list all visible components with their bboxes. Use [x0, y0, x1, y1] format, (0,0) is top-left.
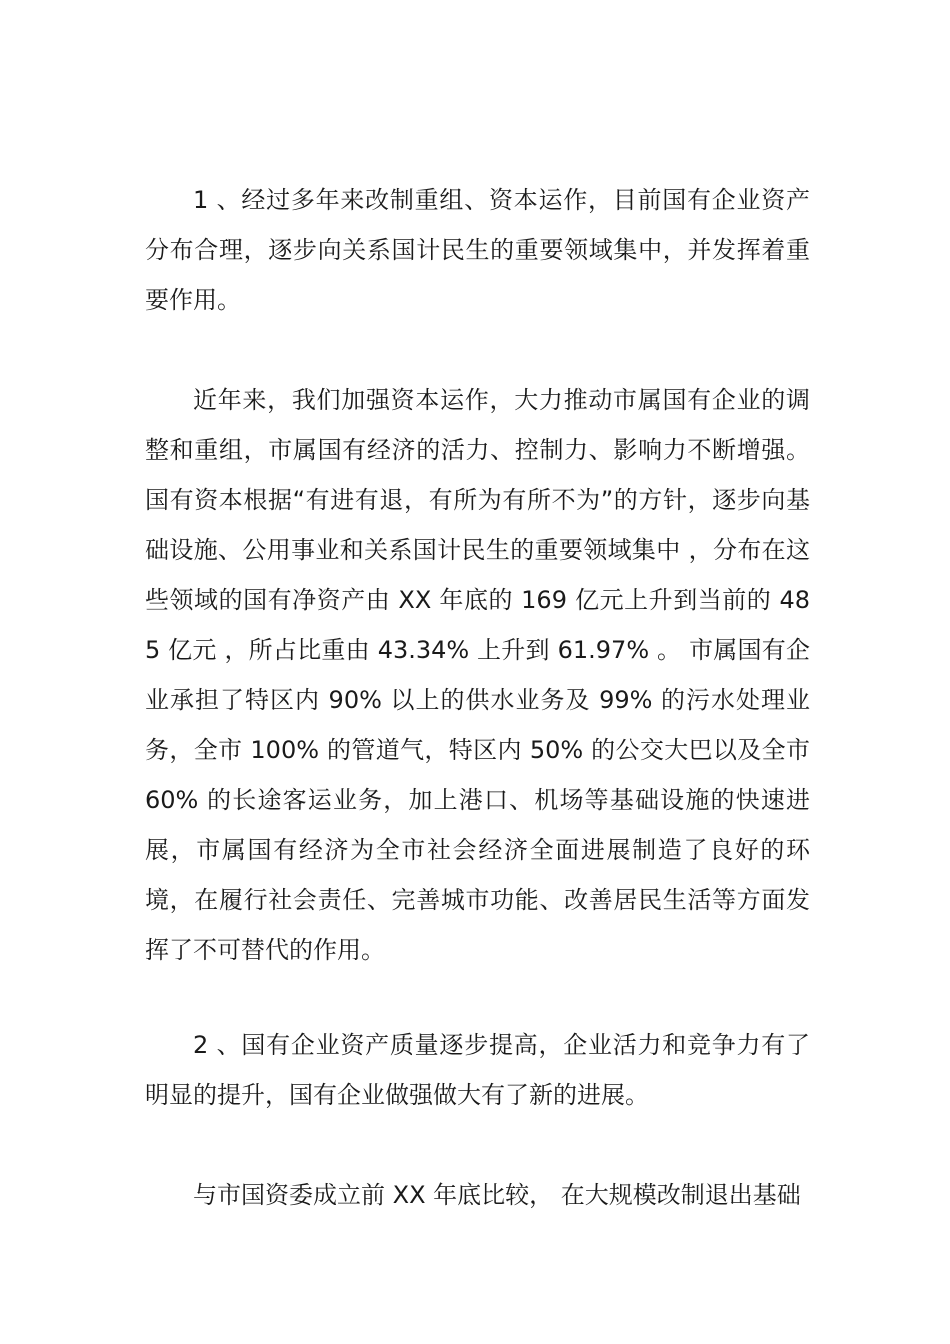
paragraph-3: 2 、国有企业资产质量逐步提高，企业活力和竞争力有了明显的提升，国有企业做强做大有了新的进展。 — [145, 1031, 810, 1109]
paragraph-4: 与市国资委成立前 XX 年底比较， 在大规模改制退出基础 — [193, 1181, 801, 1209]
paragraph-2: 近年来，我们加强资本运作，大力推动市属国有企业的调整和重组，市属国有经济的活力、控制力、影响力不断增强。国有资本根据“有进有退，有所为有所不为”的方针，逐步向基础设施、公用事业和关系国计民生的重要领域集中 ，分布在这些领域的国有净资产由 XX 年底的 169 亿元上升到当前的 485 亿元 ，所占比重由 43.34% 上升到 61.97% 。 市属国有企业承担了特区内 90% 以上的供水业务及 99% 的污水处理业务，全市 100% 的管道气，特区内 50% 的公交大巴以及全市 60% 的长途客运业务，加上港口、机场等基础设施的快速进展，市属国有经济为全市社会经济全面进展制造了良好的环境，在履行社会责任、完善城市功能、改善居民生活等方面发挥了不可替代的作用。 — [145, 386, 810, 964]
paragraph-1: 1 、经过多年来改制重组、资本运作，目前国有企业资产分布合理，逐步向关系国计民生的重要领域集中，并发挥着重要作用。 — [145, 186, 810, 314]
